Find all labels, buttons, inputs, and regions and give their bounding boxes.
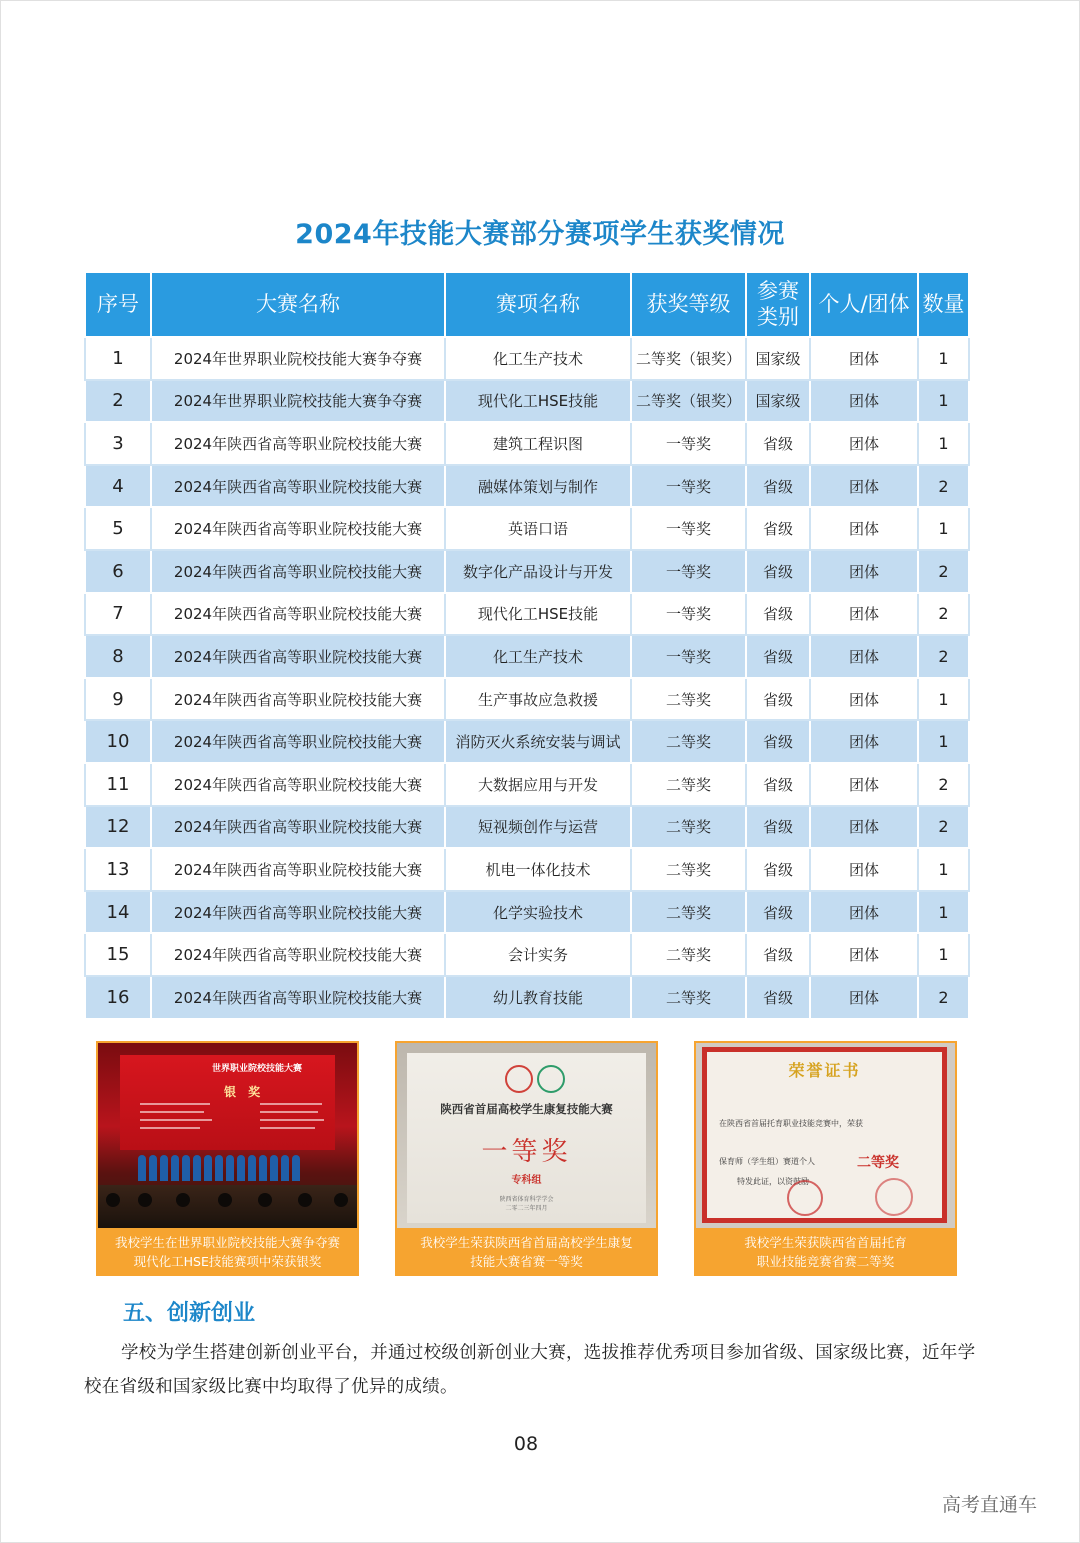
cell-index: 3	[85, 422, 151, 465]
table-row	[85, 593, 969, 636]
certificate-award: 二等奖	[857, 1155, 899, 1171]
cell-type: 团体	[810, 507, 918, 550]
cell-competition: 2024年陕西省高等职业院校技能大赛	[151, 933, 445, 976]
cell-type: 团体	[810, 891, 918, 934]
table-row	[85, 465, 969, 508]
caption-line1: 我校学生荣获陕西省首届托育	[744, 1235, 907, 1250]
cell-type: 团体	[810, 763, 918, 806]
certificate-award: 一等奖	[481, 1137, 572, 1167]
section-heading: 五、创新创业	[123, 1301, 256, 1326]
cell-count: 1	[918, 422, 969, 465]
cell-award: 一等奖	[631, 422, 746, 465]
cell-type: 团体	[810, 720, 918, 763]
cell-index: 1	[85, 337, 151, 380]
cell-event: 英语口语	[445, 507, 631, 550]
cell-competition: 2024年陕西省高等职业院校技能大赛	[151, 848, 445, 891]
cell-type: 团体	[810, 678, 918, 721]
cell-category: 省级	[746, 720, 810, 763]
cell-award: 一等奖	[631, 550, 746, 593]
cell-category: 省级	[746, 976, 810, 1019]
winners-group	[138, 1155, 328, 1185]
header-award: 获奖等级	[631, 272, 746, 337]
caption-line1: 我校学生荣获陕西省首届高校学生康复	[420, 1235, 633, 1250]
cell-award: 一等奖	[631, 635, 746, 678]
cell-category: 省级	[746, 635, 810, 678]
certificate-photo	[397, 1043, 656, 1228]
table-row	[85, 550, 969, 593]
cell-count: 2	[918, 806, 969, 849]
cell-category: 省级	[746, 891, 810, 934]
cell-count: 2	[918, 550, 969, 593]
table-row	[85, 976, 969, 1019]
cell-competition: 2024年陕西省高等职业院校技能大赛	[151, 465, 445, 508]
red-seal-icon	[875, 1178, 913, 1216]
cell-count: 2	[918, 465, 969, 508]
cell-index: 8	[85, 635, 151, 678]
table-row	[85, 891, 969, 934]
table-row	[85, 380, 969, 423]
cell-award: 一等奖	[631, 507, 746, 550]
cell-type: 团体	[810, 422, 918, 465]
issuer-name: 陕西省体育科学学会	[499, 1196, 554, 1203]
cell-count: 2	[918, 976, 969, 1019]
awards-table	[84, 271, 970, 1020]
photo-caption	[96, 1230, 359, 1276]
cell-category: 省级	[746, 465, 810, 508]
certificate-group: 专科组	[511, 1175, 542, 1186]
caption-line2: 现代化工HSE技能赛项中荣获银奖	[133, 1254, 322, 1269]
cell-category: 国家级	[746, 337, 810, 380]
cell-competition: 2024年陕西省高等职业院校技能大赛	[151, 720, 445, 763]
caption-line2: 职业技能竞赛省赛二等奖	[756, 1254, 895, 1269]
table-row	[85, 422, 969, 465]
cell-competition: 2024年陕西省高等职业院校技能大赛	[151, 507, 445, 550]
cell-event: 建筑工程识图	[445, 422, 631, 465]
cell-category: 国家级	[746, 380, 810, 423]
issue-date: 二零二三年四月	[505, 1205, 548, 1212]
cell-award: 二等奖	[631, 763, 746, 806]
cell-index: 15	[85, 933, 151, 976]
header-count: 数量	[918, 272, 969, 337]
cell-category: 省级	[746, 848, 810, 891]
cell-count: 2	[918, 593, 969, 636]
header-type: 个人/团体	[810, 272, 918, 337]
cell-type: 团体	[810, 593, 918, 636]
table-header-row	[85, 272, 969, 337]
cell-category: 省级	[746, 933, 810, 976]
cell-competition: 2024年陕西省高等职业院校技能大赛	[151, 593, 445, 636]
cell-category: 省级	[746, 507, 810, 550]
cell-type: 团体	[810, 976, 918, 1019]
cell-award: 二等奖	[631, 720, 746, 763]
stage-photo	[98, 1043, 357, 1228]
caption-line2: 技能大赛省赛一等奖	[470, 1254, 583, 1269]
honor-certificate-photo	[696, 1043, 955, 1228]
caption-line1: 我校学生在世界职业院校技能大赛争夺赛	[114, 1235, 340, 1250]
cell-award: 二等奖（银奖）	[631, 337, 746, 380]
cell-event: 幼儿教育技能	[445, 976, 631, 1019]
cell-competition: 2024年陕西省高等职业院校技能大赛	[151, 422, 445, 465]
cell-type: 团体	[810, 550, 918, 593]
photo-card-childcare-competition	[694, 1041, 957, 1276]
red-seal-icon	[787, 1180, 823, 1216]
cell-competition: 2024年陕西省高等职业院校技能大赛	[151, 550, 445, 593]
cell-award: 二等奖（银奖）	[631, 380, 746, 423]
certificate-line1: 在陕西省首届托育职业技能竞赛中，荣获	[719, 1119, 863, 1128]
cell-count: 1	[918, 933, 969, 976]
cell-count: 1	[918, 337, 969, 380]
page-title: 2024年技能大赛部分赛项学生获奖情况	[295, 219, 785, 250]
table-body	[85, 337, 969, 1019]
stage-screen	[120, 1055, 335, 1150]
cell-award: 一等奖	[631, 593, 746, 636]
cell-category: 省级	[746, 763, 810, 806]
cell-competition: 2024年世界职业院校技能大赛争夺赛	[151, 380, 445, 423]
cell-competition: 2024年陕西省高等职业院校技能大赛	[151, 976, 445, 1019]
cell-index: 11	[85, 763, 151, 806]
watermark: 高考直通车	[942, 1494, 1038, 1516]
cell-index: 4	[85, 465, 151, 508]
cell-competition: 2024年世界职业院校技能大赛争夺赛	[151, 337, 445, 380]
cell-category: 省级	[746, 422, 810, 465]
cell-event: 会计实务	[445, 933, 631, 976]
cell-event: 大数据应用与开发	[445, 763, 631, 806]
cell-type: 团体	[810, 465, 918, 508]
cell-event: 机电一体化技术	[445, 848, 631, 891]
section-paragraph: 学校为学生搭建创新创业平台，并通过校级创新创业大赛，选拔推荐优秀项目参加省级、国家级比赛，近年学校在省级和国家级比赛中均取得了优异的成绩。	[84, 1343, 976, 1397]
header-category-line2: 类别	[757, 304, 799, 329]
cell-award: 二等奖	[631, 848, 746, 891]
cell-index: 7	[85, 593, 151, 636]
certificate-title: 陕西省首届高校学生康复技能大赛	[440, 1102, 613, 1116]
cell-type: 团体	[810, 635, 918, 678]
cell-event: 现代化工HSE技能	[445, 593, 631, 636]
table-row	[85, 933, 969, 976]
cell-category: 省级	[746, 806, 810, 849]
emblem-logo	[505, 1065, 533, 1093]
cell-count: 2	[918, 635, 969, 678]
cell-index: 13	[85, 848, 151, 891]
cell-index: 10	[85, 720, 151, 763]
cell-category: 省级	[746, 678, 810, 721]
cell-event: 化工生产技术	[445, 337, 631, 380]
table-row	[85, 806, 969, 849]
cell-index: 16	[85, 976, 151, 1019]
screen-award: 银 奖	[224, 1085, 265, 1099]
cell-count: 1	[918, 678, 969, 721]
cell-event: 短视频创作与运营	[445, 806, 631, 849]
photo-card-rehab-competition	[395, 1041, 658, 1276]
header-category	[746, 272, 810, 337]
header-category-line1: 参赛	[757, 279, 799, 304]
cell-event: 数字化产品设计与开发	[445, 550, 631, 593]
header-competition: 大赛名称	[151, 272, 445, 337]
header-index: 序号	[85, 272, 151, 337]
cell-event: 消防灭火系统安装与调试	[445, 720, 631, 763]
certificate-line3: 特发此证，以资鼓励	[737, 1177, 809, 1186]
photo-caption	[694, 1230, 957, 1276]
screen-title: 世界职业院校技能大赛	[212, 1064, 303, 1074]
cell-category: 省级	[746, 593, 810, 636]
table-row	[85, 337, 969, 380]
cell-type: 团体	[810, 337, 918, 380]
table-row	[85, 507, 969, 550]
cell-count: 1	[918, 380, 969, 423]
cell-award: 二等奖	[631, 806, 746, 849]
cell-index: 12	[85, 806, 151, 849]
cell-award: 二等奖	[631, 678, 746, 721]
cell-index: 9	[85, 678, 151, 721]
table-row	[85, 720, 969, 763]
emblem-logo	[537, 1065, 565, 1093]
cell-competition: 2024年陕西省高等职业院校技能大赛	[151, 678, 445, 721]
cell-count: 1	[918, 507, 969, 550]
cell-type: 团体	[810, 380, 918, 423]
cell-count: 1	[918, 848, 969, 891]
certificate-heading: 荣誉证书	[788, 1061, 861, 1080]
cell-category: 省级	[746, 550, 810, 593]
cell-competition: 2024年陕西省高等职业院校技能大赛	[151, 806, 445, 849]
cell-event: 融媒体策划与制作	[445, 465, 631, 508]
cell-index: 2	[85, 380, 151, 423]
cell-event: 化学实验技术	[445, 891, 631, 934]
certificate-line2: 保育师（学生组）赛道个人	[719, 1157, 815, 1166]
table-row	[85, 635, 969, 678]
cell-event: 化工生产技术	[445, 635, 631, 678]
certificate-issuer	[407, 1195, 646, 1213]
header-event: 赛项名称	[445, 272, 631, 337]
page-number: 08	[513, 1433, 539, 1455]
cell-type: 团体	[810, 806, 918, 849]
cell-count: 1	[918, 891, 969, 934]
cell-index: 5	[85, 507, 151, 550]
cell-event: 现代化工HSE技能	[445, 380, 631, 423]
cell-type: 团体	[810, 933, 918, 976]
photo-caption	[395, 1230, 658, 1276]
cell-award: 二等奖	[631, 891, 746, 934]
certificate-paper	[407, 1053, 646, 1223]
cell-award: 一等奖	[631, 465, 746, 508]
cell-count: 1	[918, 720, 969, 763]
table-row	[85, 763, 969, 806]
cell-type: 团体	[810, 848, 918, 891]
certificate-border	[702, 1047, 947, 1223]
cell-competition: 2024年陕西省高等职业院校技能大赛	[151, 891, 445, 934]
table-row	[85, 848, 969, 891]
cell-award: 二等奖	[631, 933, 746, 976]
cell-index: 14	[85, 891, 151, 934]
photo-card-world-competition	[96, 1041, 359, 1276]
cell-count: 2	[918, 763, 969, 806]
cell-index: 6	[85, 550, 151, 593]
cell-award: 二等奖	[631, 976, 746, 1019]
cell-competition: 2024年陕西省高等职业院校技能大赛	[151, 635, 445, 678]
cell-competition: 2024年陕西省高等职业院校技能大赛	[151, 763, 445, 806]
cell-event: 生产事故应急救援	[445, 678, 631, 721]
table-row	[85, 678, 969, 721]
